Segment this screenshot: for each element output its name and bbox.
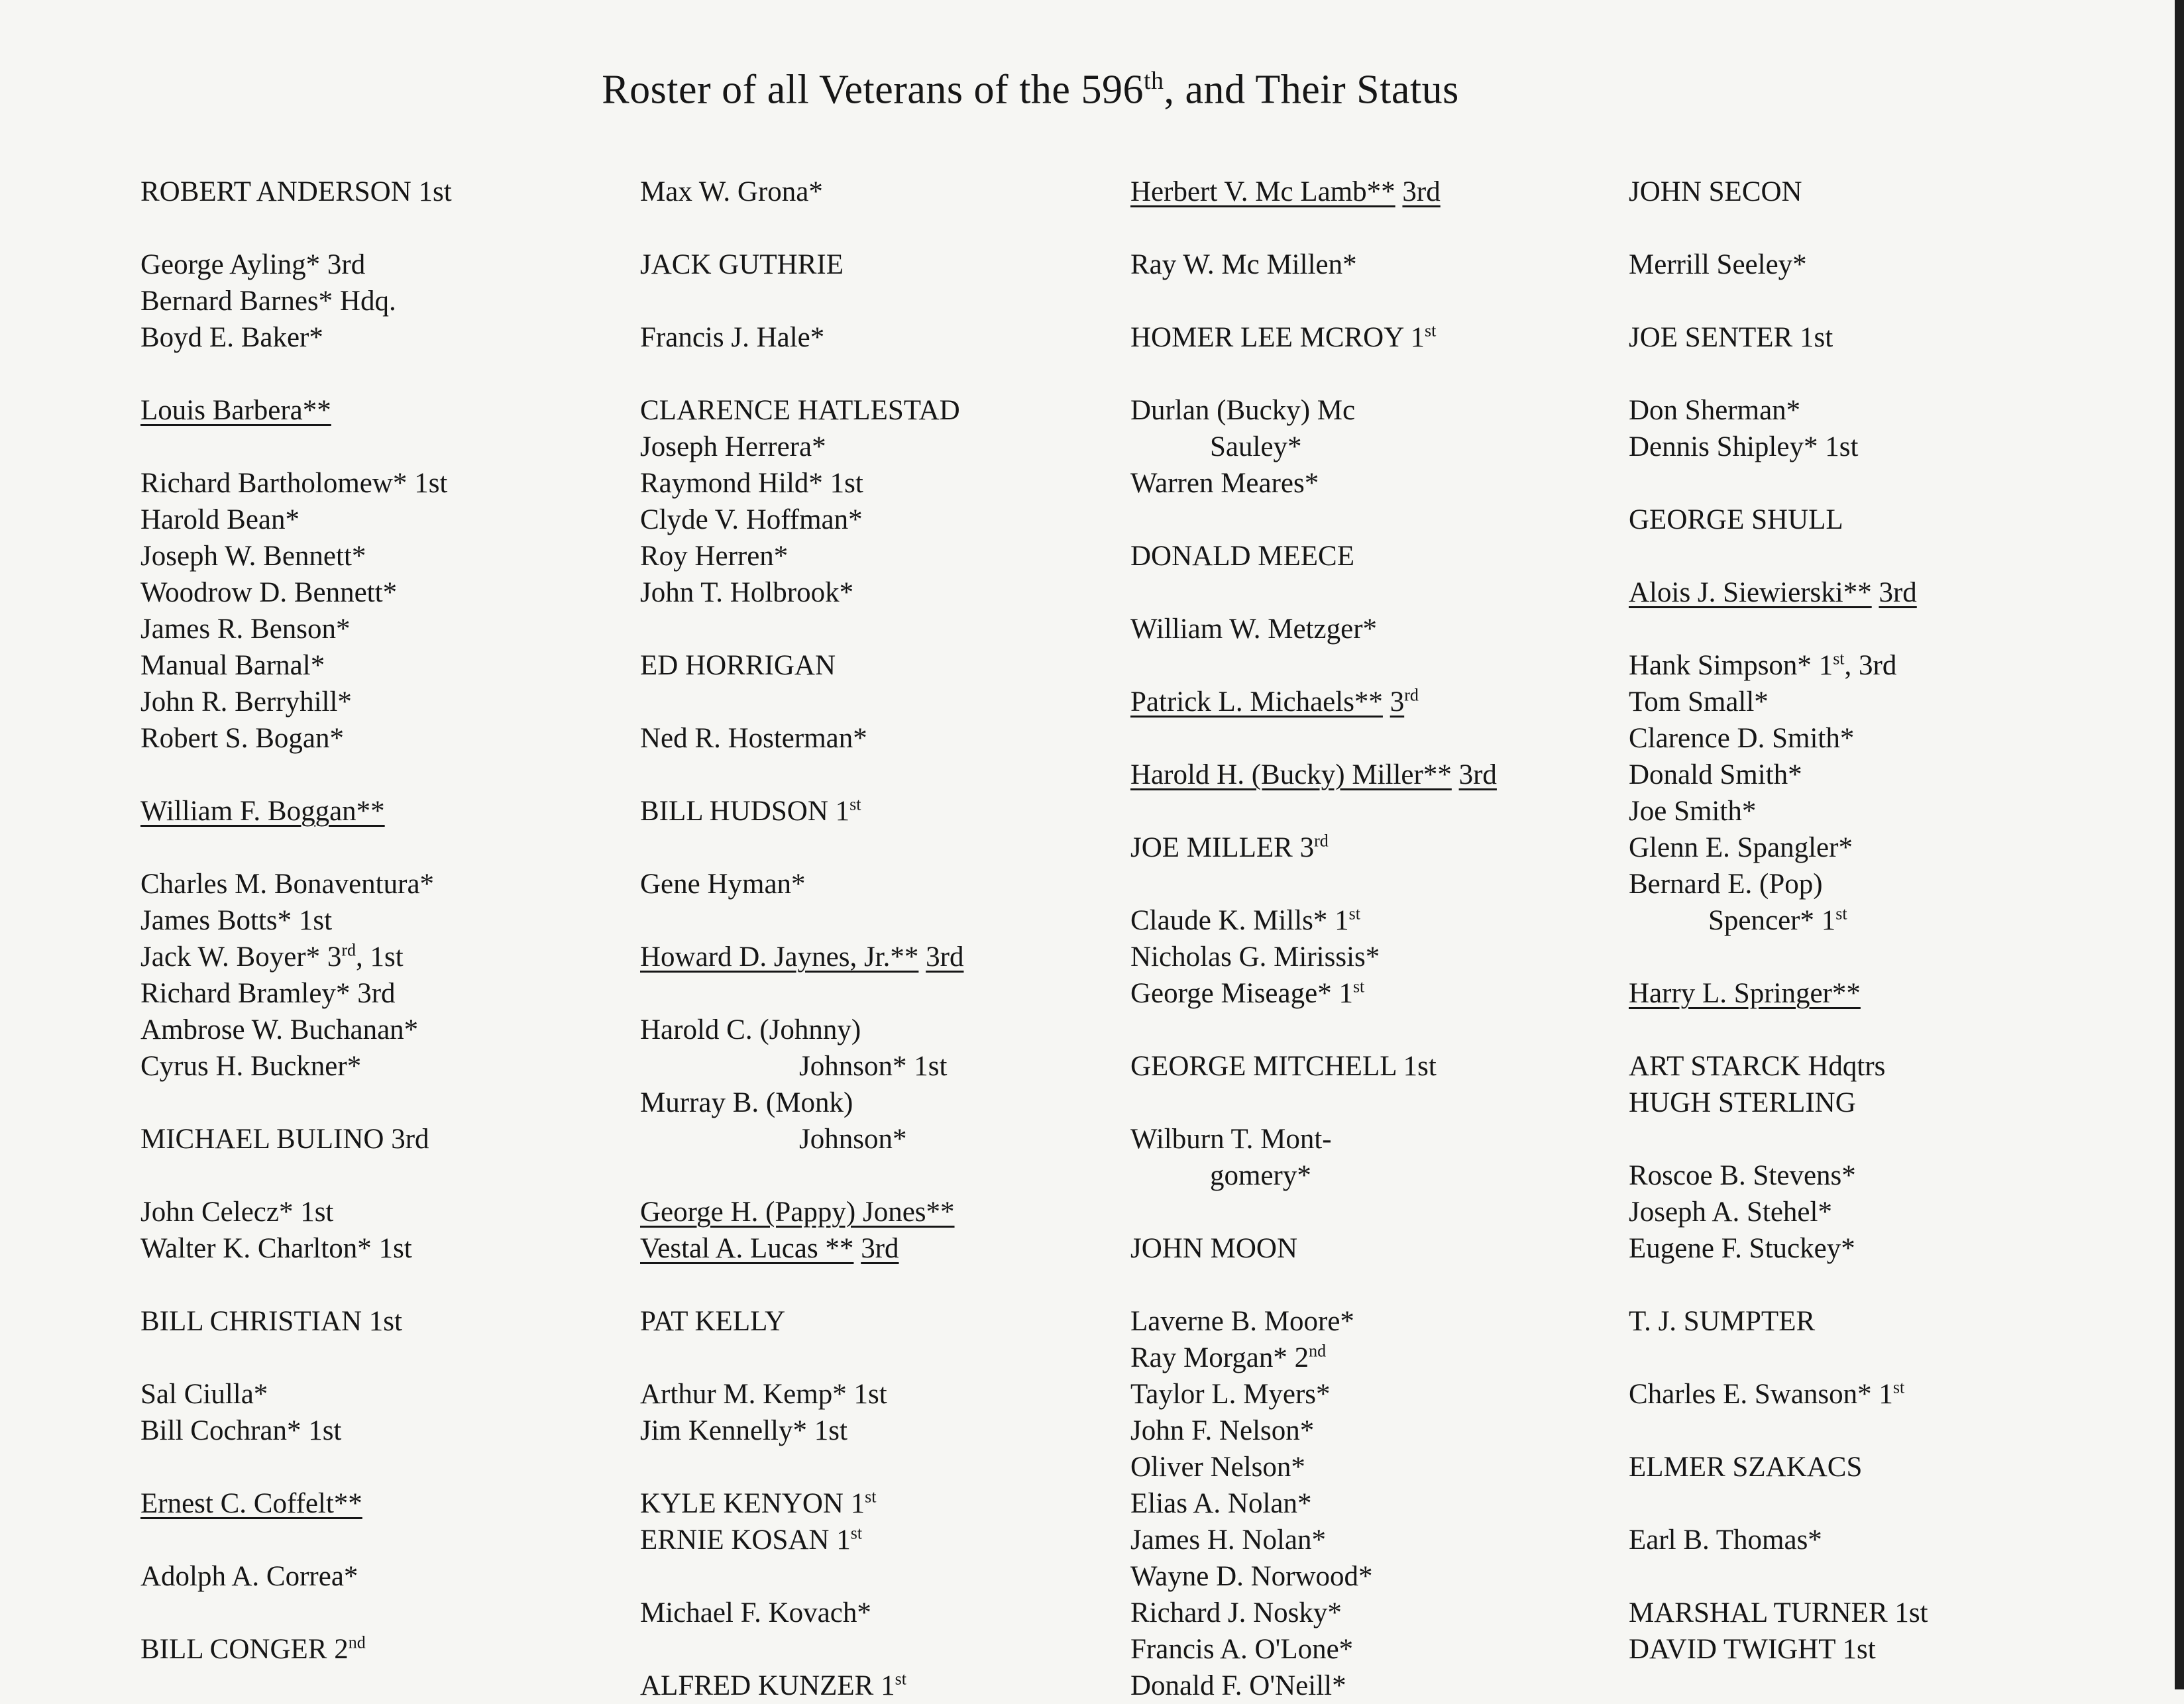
roster-entry: [640, 1085, 1144, 1121]
veteran-status: 1st: [418, 176, 452, 207]
veteran-name: Patrick L. Michaels**: [1130, 686, 1383, 718]
veteran-name: Woodrow D. Bennett*: [140, 577, 398, 608]
veteran-name: Taylor L. Myers*: [1130, 1379, 1331, 1410]
veteran-status: 1st: [1894, 1597, 1928, 1628]
veteran-status: 1: [1338, 978, 1353, 1009]
ordinal-suffix: st: [1892, 1377, 1905, 1397]
veteran-name: Spencer*: [1708, 905, 1814, 936]
roster-entry: [1629, 1048, 2159, 1085]
roster-entry: [1629, 1631, 2159, 1668]
roster-entry: [640, 538, 1144, 574]
roster-entry: [140, 465, 644, 502]
roster-entry: [1130, 1412, 1634, 1449]
veteran-name: Clyde V. Hoffman*: [640, 504, 863, 535]
roster-entry: [640, 866, 1144, 902]
veteran-status: 3rd: [926, 941, 964, 973]
veteran-name: Oliver Nelson*: [1130, 1452, 1305, 1483]
veteran-name: Dennis Shipley*: [1629, 431, 1818, 462]
veteran-status: 3rd: [861, 1233, 899, 1264]
roster-entry: [1130, 1522, 1634, 1558]
veteran-status: 1st: [308, 1415, 342, 1446]
veteran-status: 3rd: [1879, 577, 1917, 608]
veteran-name: Sal Ciulla*: [140, 1379, 268, 1410]
roster-entry: [1130, 1558, 1634, 1595]
veteran-name: Harold H. (Bucky) Miller**: [1130, 759, 1452, 790]
veteran-status: 1st: [414, 468, 448, 499]
roster-entry: [1130, 1121, 1634, 1157]
roster-entry: [1629, 502, 2159, 538]
veteran-status: Hdq.: [339, 286, 396, 317]
veteran-status: 1st: [1800, 322, 1833, 353]
veteran-name: ERNIE KOSAN: [640, 1524, 830, 1556]
veteran-name: ROBERT ANDERSON: [140, 176, 411, 207]
veteran-name: Johnson*: [799, 1124, 907, 1155]
veteran-name: Richard Bartholomew*: [140, 468, 408, 499]
veteran-name: George Miseage*: [1130, 978, 1332, 1009]
roster-entry: [640, 1376, 1144, 1412]
veteran-name: Warren Meares*: [1130, 468, 1319, 499]
veteran-name: Robert S. Bogan*: [140, 723, 344, 754]
veteran-name: JOE SENTER: [1629, 322, 1793, 353]
roster-entry: [640, 939, 1144, 975]
veteran-name: Hank Simpson*: [1629, 650, 1812, 681]
roster-entry: [640, 647, 1144, 684]
ordinal-suffix: st: [1424, 321, 1437, 341]
roster-entry: [1629, 1376, 2159, 1412]
roster-entry: [140, 793, 644, 829]
veteran-name: Bernard Barnes*: [140, 286, 333, 317]
veteran-name: Adolph A. Correa*: [140, 1561, 358, 1592]
roster-entry: [1629, 392, 2159, 429]
roster-entry: [1130, 465, 1634, 502]
veteran-status: 3: [1299, 832, 1315, 863]
veteran-name: John T. Holbrook*: [640, 577, 854, 608]
roster-entry: [640, 1485, 1144, 1522]
veteran-name: BILL HUDSON: [640, 796, 828, 827]
title-superscript: th: [1143, 67, 1164, 95]
veteran-name: T. J. SUMPTER: [1629, 1306, 1816, 1337]
roster-entry: [640, 1048, 1144, 1085]
roster-entry: [1629, 1449, 2159, 1485]
veteran-status-extra: , 1st: [356, 941, 404, 973]
veteran-status: 1: [1335, 905, 1349, 936]
roster-entry: [1629, 647, 2159, 684]
veteran-status: 3rd: [1458, 759, 1497, 790]
roster-entry: [1130, 392, 1634, 429]
roster-entry: [640, 1012, 1144, 1048]
roster-entry: [1629, 1085, 2159, 1121]
veteran-name: HOMER LEE MCROY: [1130, 322, 1403, 353]
roster-entry: [140, 392, 644, 429]
veteran-name: Ray Morgan*: [1130, 1342, 1287, 1373]
veteran-status: 3rd: [357, 978, 396, 1009]
veteran-name: Ned R. Hosterman*: [640, 723, 867, 754]
veteran-name: ED HORRIGAN: [640, 650, 836, 681]
ordinal-suffix: st: [850, 1523, 863, 1543]
ordinal-suffix: st: [865, 1487, 877, 1507]
veteran-name: Wilburn T. Mont-: [1130, 1124, 1332, 1155]
roster-entry: [640, 502, 1144, 538]
roster-entry: [640, 1303, 1144, 1340]
veteran-status: 1st: [300, 1197, 334, 1228]
veteran-status: 1: [1818, 650, 1833, 681]
veteran-name: John Celecz*: [140, 1197, 294, 1228]
roster-entry: [140, 246, 644, 283]
roster-entry: [1130, 1303, 1634, 1340]
roster-entry: [1629, 829, 2159, 866]
veteran-name: Joseph A. Stehel*: [1629, 1197, 1832, 1228]
veteran-status-extra: , 3rd: [1844, 650, 1897, 681]
veteran-name: Bill Cochran*: [140, 1415, 301, 1446]
veteran-name: Johnson*: [799, 1051, 907, 1082]
roster-entry: [140, 574, 644, 611]
veteran-name: Vestal A. Lucas **: [640, 1233, 854, 1264]
roster-entry: [140, 319, 644, 356]
roster-entry: [140, 1194, 644, 1230]
roster-entry: [1130, 246, 1634, 283]
veteran-name: Jim Kennelly*: [640, 1415, 807, 1446]
ordinal-suffix: nd: [1309, 1341, 1327, 1361]
veteran-status: 2: [1294, 1342, 1309, 1373]
veteran-name: ELMER SZAKACS: [1629, 1452, 1863, 1483]
veteran-name: Raymond Hild*: [640, 468, 823, 499]
roster-entry: [640, 1412, 1144, 1449]
roster-entry: [640, 574, 1144, 611]
roster-entry: [140, 1048, 644, 1085]
veteran-name: Donald Smith*: [1629, 759, 1802, 790]
roster-entry: [1629, 684, 2159, 720]
title-rest: , and Their Status: [1164, 67, 1459, 113]
veteran-status: 1st: [1403, 1051, 1437, 1082]
roster-entry: [1130, 611, 1634, 647]
roster-entry: [1130, 1668, 1634, 1704]
roster-entry: [1130, 319, 1634, 356]
veteran-name: John R. Berryhill*: [140, 686, 352, 718]
ordinal-suffix: st: [895, 1669, 906, 1689]
roster-entry: [640, 1522, 1144, 1558]
roster-entry: [1629, 975, 2159, 1012]
roster-entry: [1130, 975, 1634, 1012]
veteran-status: 1: [881, 1670, 895, 1701]
veteran-name: Louis Barbera**: [140, 395, 331, 426]
veteran-name: Richard Bramley*: [140, 978, 351, 1009]
roster-entry: [140, 1012, 644, 1048]
roster-entry: [140, 902, 644, 939]
veteran-name: BILL CONGER: [140, 1634, 327, 1665]
veteran-name: Sauley*: [1210, 431, 1302, 462]
veteran-name: Nicholas G. Mirissis*: [1130, 941, 1380, 973]
veteran-name: Cyrus H. Buckner*: [140, 1051, 362, 1082]
ordinal-suffix: rd: [1314, 831, 1329, 851]
roster-entry: [1629, 1230, 2159, 1267]
roster-entry: [640, 1121, 1144, 1157]
veteran-status: 1: [1410, 322, 1425, 353]
veteran-name: James R. Benson*: [140, 613, 351, 645]
veteran-name: Max W. Grona*: [640, 176, 823, 207]
roster-entry: [140, 1230, 644, 1267]
veteran-status: 1st: [298, 905, 333, 936]
roster-entry: [640, 429, 1144, 465]
ordinal-suffix: st: [849, 794, 861, 814]
veteran-status: 3rd: [327, 249, 366, 280]
roster-entry: [1629, 1595, 2159, 1631]
veteran-name: James Botts*: [140, 905, 292, 936]
veteran-status: 2: [334, 1634, 349, 1665]
veteran-name: James H. Nolan*: [1130, 1524, 1326, 1556]
roster-entry: [1629, 319, 2159, 356]
roster-entry: [140, 1121, 644, 1157]
veteran-status: 1: [1821, 905, 1836, 936]
veteran-name: HUGH STERLING: [1629, 1087, 1856, 1118]
veteran-name: Tom Small*: [1629, 686, 1769, 718]
roster-entry: [140, 1631, 644, 1668]
veteran-name: Claude K. Mills*: [1130, 905, 1328, 936]
veteran-name: Laverne B. Moore*: [1130, 1306, 1354, 1337]
roster-entry: [640, 1595, 1144, 1631]
roster-entry: [640, 793, 1144, 829]
veteran-status: 1st: [1825, 431, 1859, 462]
veteran-name: Jack W. Boyer*: [140, 941, 321, 973]
roster-entry: [1130, 538, 1634, 574]
roster-entry: [1629, 866, 2159, 902]
veteran-status: 1: [836, 1524, 851, 1556]
roster-entry: [1130, 1631, 1634, 1668]
veteran-name: Eugene F. Stuckey*: [1629, 1233, 1855, 1264]
roster-entry: [1130, 429, 1634, 465]
roster-column-4: [1629, 174, 2159, 1668]
veteran-name: JOHN SECON: [1629, 176, 1802, 207]
roster-entry: [1130, 684, 1634, 720]
roster-entry: [140, 1558, 644, 1595]
veteran-name: DONALD MEECE: [1130, 541, 1354, 572]
veteran-name: William F. Boggan**: [140, 796, 385, 827]
veteran-name: ALFRED KUNZER: [640, 1670, 874, 1701]
roster-entry: [140, 1376, 644, 1412]
veteran-name: Durlan (Bucky) Mc: [1130, 395, 1356, 426]
roster-entry: [140, 538, 644, 574]
veteran-name: ART STARCK: [1629, 1051, 1801, 1082]
veteran-name: Herbert V. Mc Lamb**: [1130, 176, 1395, 207]
veteran-name: Richard J. Nosky*: [1130, 1597, 1342, 1628]
roster-entry: [1130, 1595, 1634, 1631]
veteran-name: Michael F. Kovach*: [640, 1597, 871, 1628]
veteran-status: 3rd: [1402, 176, 1441, 207]
roster-entry: [140, 939, 644, 975]
roster-entry: [1629, 574, 2159, 611]
veteran-name: Charles E. Swanson*: [1629, 1379, 1872, 1410]
page-title: [0, 66, 2061, 114]
roster-column-3: [1130, 174, 1634, 1704]
roster-entry: [1629, 429, 2159, 465]
veteran-status: 3: [327, 941, 342, 973]
veteran-name: Don Sherman*: [1629, 395, 1801, 426]
veteran-name: Merrill Seeley*: [1629, 249, 1807, 280]
veteran-name: Gene Hyman*: [640, 869, 806, 900]
veteran-name: Alois J. Siewierski**: [1629, 577, 1872, 608]
roster-entry: [1130, 1157, 1634, 1194]
ordinal-suffix: st: [1352, 977, 1365, 996]
veteran-status: 1st: [378, 1233, 412, 1264]
veteran-name: Joseph W. Bennett*: [140, 541, 366, 572]
veteran-name: Clarence D. Smith*: [1629, 723, 1855, 754]
roster-entry: [1629, 1157, 2159, 1194]
roster-entry: [640, 392, 1144, 429]
veteran-name: Harry L. Springer**: [1629, 978, 1861, 1009]
roster-entry: [1130, 1449, 1634, 1485]
veteran-name: Arthur M. Kemp*: [640, 1379, 847, 1410]
roster-entry: [640, 1194, 1144, 1230]
veteran-status: 1st: [853, 1379, 887, 1410]
veteran-status: 1: [1879, 1379, 1893, 1410]
roster-entry: [1130, 829, 1634, 866]
roster-column-2: [640, 174, 1144, 1704]
roster-entry: [140, 647, 644, 684]
veteran-name: Howard D. Jaynes, Jr.**: [640, 941, 919, 973]
ordinal-suffix: st: [1833, 649, 1845, 668]
title-main: Roster of all Veterans of the 596: [602, 67, 1144, 113]
roster-entry: [1629, 1194, 2159, 1230]
roster-entry: [1629, 720, 2159, 757]
scan-edge: [2175, 0, 2184, 1689]
veteran-name: Murray B. (Monk): [640, 1087, 853, 1118]
roster-entry: [140, 1303, 644, 1340]
roster-entry: [640, 174, 1144, 210]
ordinal-suffix: rd: [341, 940, 356, 960]
roster-entry: [1130, 939, 1634, 975]
roster-entry: [1629, 793, 2159, 829]
veteran-name: Joseph Herrera*: [640, 431, 826, 462]
veteran-status: 1: [835, 796, 850, 827]
roster-entry: [1130, 1230, 1634, 1267]
roster-entry: [140, 684, 644, 720]
roster-entry: [640, 1668, 1144, 1704]
roster-entry: [640, 465, 1144, 502]
veteran-name: Manual Barnal*: [140, 650, 325, 681]
roster-entry: [640, 1230, 1144, 1267]
veteran-name: William W. Metzger*: [1130, 613, 1378, 645]
veteran-name: Francis J. Hale*: [640, 322, 825, 353]
veteran-name: CLARENCE HATLESTAD: [640, 395, 960, 426]
veteran-name: GEORGE MITCHELL: [1130, 1051, 1396, 1082]
roster-entry: [1629, 246, 2159, 283]
veteran-status: 1st: [368, 1306, 402, 1337]
veteran-name: Roy Herren*: [640, 541, 789, 572]
veteran-name: Ernest C. Coffelt**: [140, 1488, 362, 1519]
roster-entry: [1130, 1485, 1634, 1522]
veteran-name: MICHAEL BULINO: [140, 1124, 384, 1155]
roster-entry: [140, 1485, 644, 1522]
veteran-name: Joe Smith*: [1629, 796, 1757, 827]
veteran-name: Elias A. Nolan*: [1130, 1488, 1312, 1519]
veteran-status: 1st: [830, 468, 863, 499]
roster-column-1: [140, 174, 644, 1668]
veteran-status: 1st: [914, 1051, 948, 1082]
veteran-name: Earl B. Thomas*: [1629, 1524, 1822, 1556]
roster-entry: [140, 720, 644, 757]
veteran-name: Boyd E. Baker*: [140, 322, 323, 353]
veteran-name: Walter K. Charlton*: [140, 1233, 372, 1264]
veteran-name: PAT KELLY: [640, 1306, 786, 1337]
roster-entry: [640, 720, 1144, 757]
veteran-name: Ray W. Mc Millen*: [1130, 249, 1357, 280]
roster-entry: [1130, 1048, 1634, 1085]
roster-entry: [140, 866, 644, 902]
roster-entry: [140, 174, 644, 210]
ordinal-suffix: nd: [348, 1632, 366, 1652]
veteran-status: 1st: [814, 1415, 847, 1446]
veteran-name: DAVID TWIGHT: [1629, 1634, 1835, 1665]
roster-entry: [1130, 902, 1634, 939]
veteran-name: Charles M. Bonaventura*: [140, 869, 435, 900]
roster-entry: [140, 283, 644, 319]
ordinal-suffix: st: [1348, 904, 1361, 924]
roster-entry: [140, 975, 644, 1012]
veteran-status: 1st: [1842, 1634, 1876, 1665]
veteran-name: George H. (Pappy) Jones**: [640, 1197, 955, 1228]
veteran-name: Donald F. O'Neill*: [1130, 1670, 1346, 1701]
roster-entry: [1130, 1340, 1634, 1376]
roster-entry: [140, 1412, 644, 1449]
ordinal-suffix: rd: [1404, 685, 1419, 705]
veteran-name: Francis A. O'Lone*: [1130, 1634, 1354, 1665]
veteran-status: 1: [850, 1488, 865, 1519]
roster-entry: [1130, 1376, 1634, 1412]
veteran-status: Hdqtrs: [1808, 1051, 1886, 1082]
veteran-name: Harold Bean*: [140, 504, 300, 535]
veteran-name: MARSHAL TURNER: [1629, 1597, 1888, 1628]
roster-entry: [140, 611, 644, 647]
roster-entry: [1629, 1522, 2159, 1558]
veteran-name: Bernard E. (Pop): [1629, 869, 1823, 900]
veteran-name: Harold C. (Johnny): [640, 1014, 861, 1045]
roster-entry: [1629, 757, 2159, 793]
veteran-name: JOHN MOON: [1130, 1233, 1298, 1264]
roster-entry: [1130, 174, 1634, 210]
veteran-name: BILL CHRISTIAN: [140, 1306, 362, 1337]
veteran-name: KYLE KENYON: [640, 1488, 844, 1519]
veteran-name: Ambrose W. Buchanan*: [140, 1014, 419, 1045]
roster-entry: [640, 246, 1144, 283]
veteran-name: JACK GUTHRIE: [640, 249, 844, 280]
roster-entry: [640, 319, 1144, 356]
roster-entry: [1629, 902, 2159, 939]
veteran-status: 3: [1390, 686, 1405, 718]
ordinal-suffix: st: [1835, 904, 1847, 924]
roster-entry: [1130, 757, 1634, 793]
veteran-name: JOE MILLER: [1130, 832, 1293, 863]
veteran-name: John F. Nelson*: [1130, 1415, 1315, 1446]
veteran-name: George Ayling*: [140, 249, 321, 280]
roster-entry: [1629, 1303, 2159, 1340]
roster-entry: [1629, 174, 2159, 210]
veteran-status: 3rd: [391, 1124, 429, 1155]
veteran-name: Roscoe B. Stevens*: [1629, 1160, 1856, 1191]
roster-entry: [140, 502, 644, 538]
veteran-name: Glenn E. Spangler*: [1629, 832, 1853, 863]
veteran-name: Wayne D. Norwood*: [1130, 1561, 1373, 1592]
veteran-name: gomery*: [1210, 1160, 1311, 1191]
veteran-name: GEORGE SHULL: [1629, 504, 1843, 535]
